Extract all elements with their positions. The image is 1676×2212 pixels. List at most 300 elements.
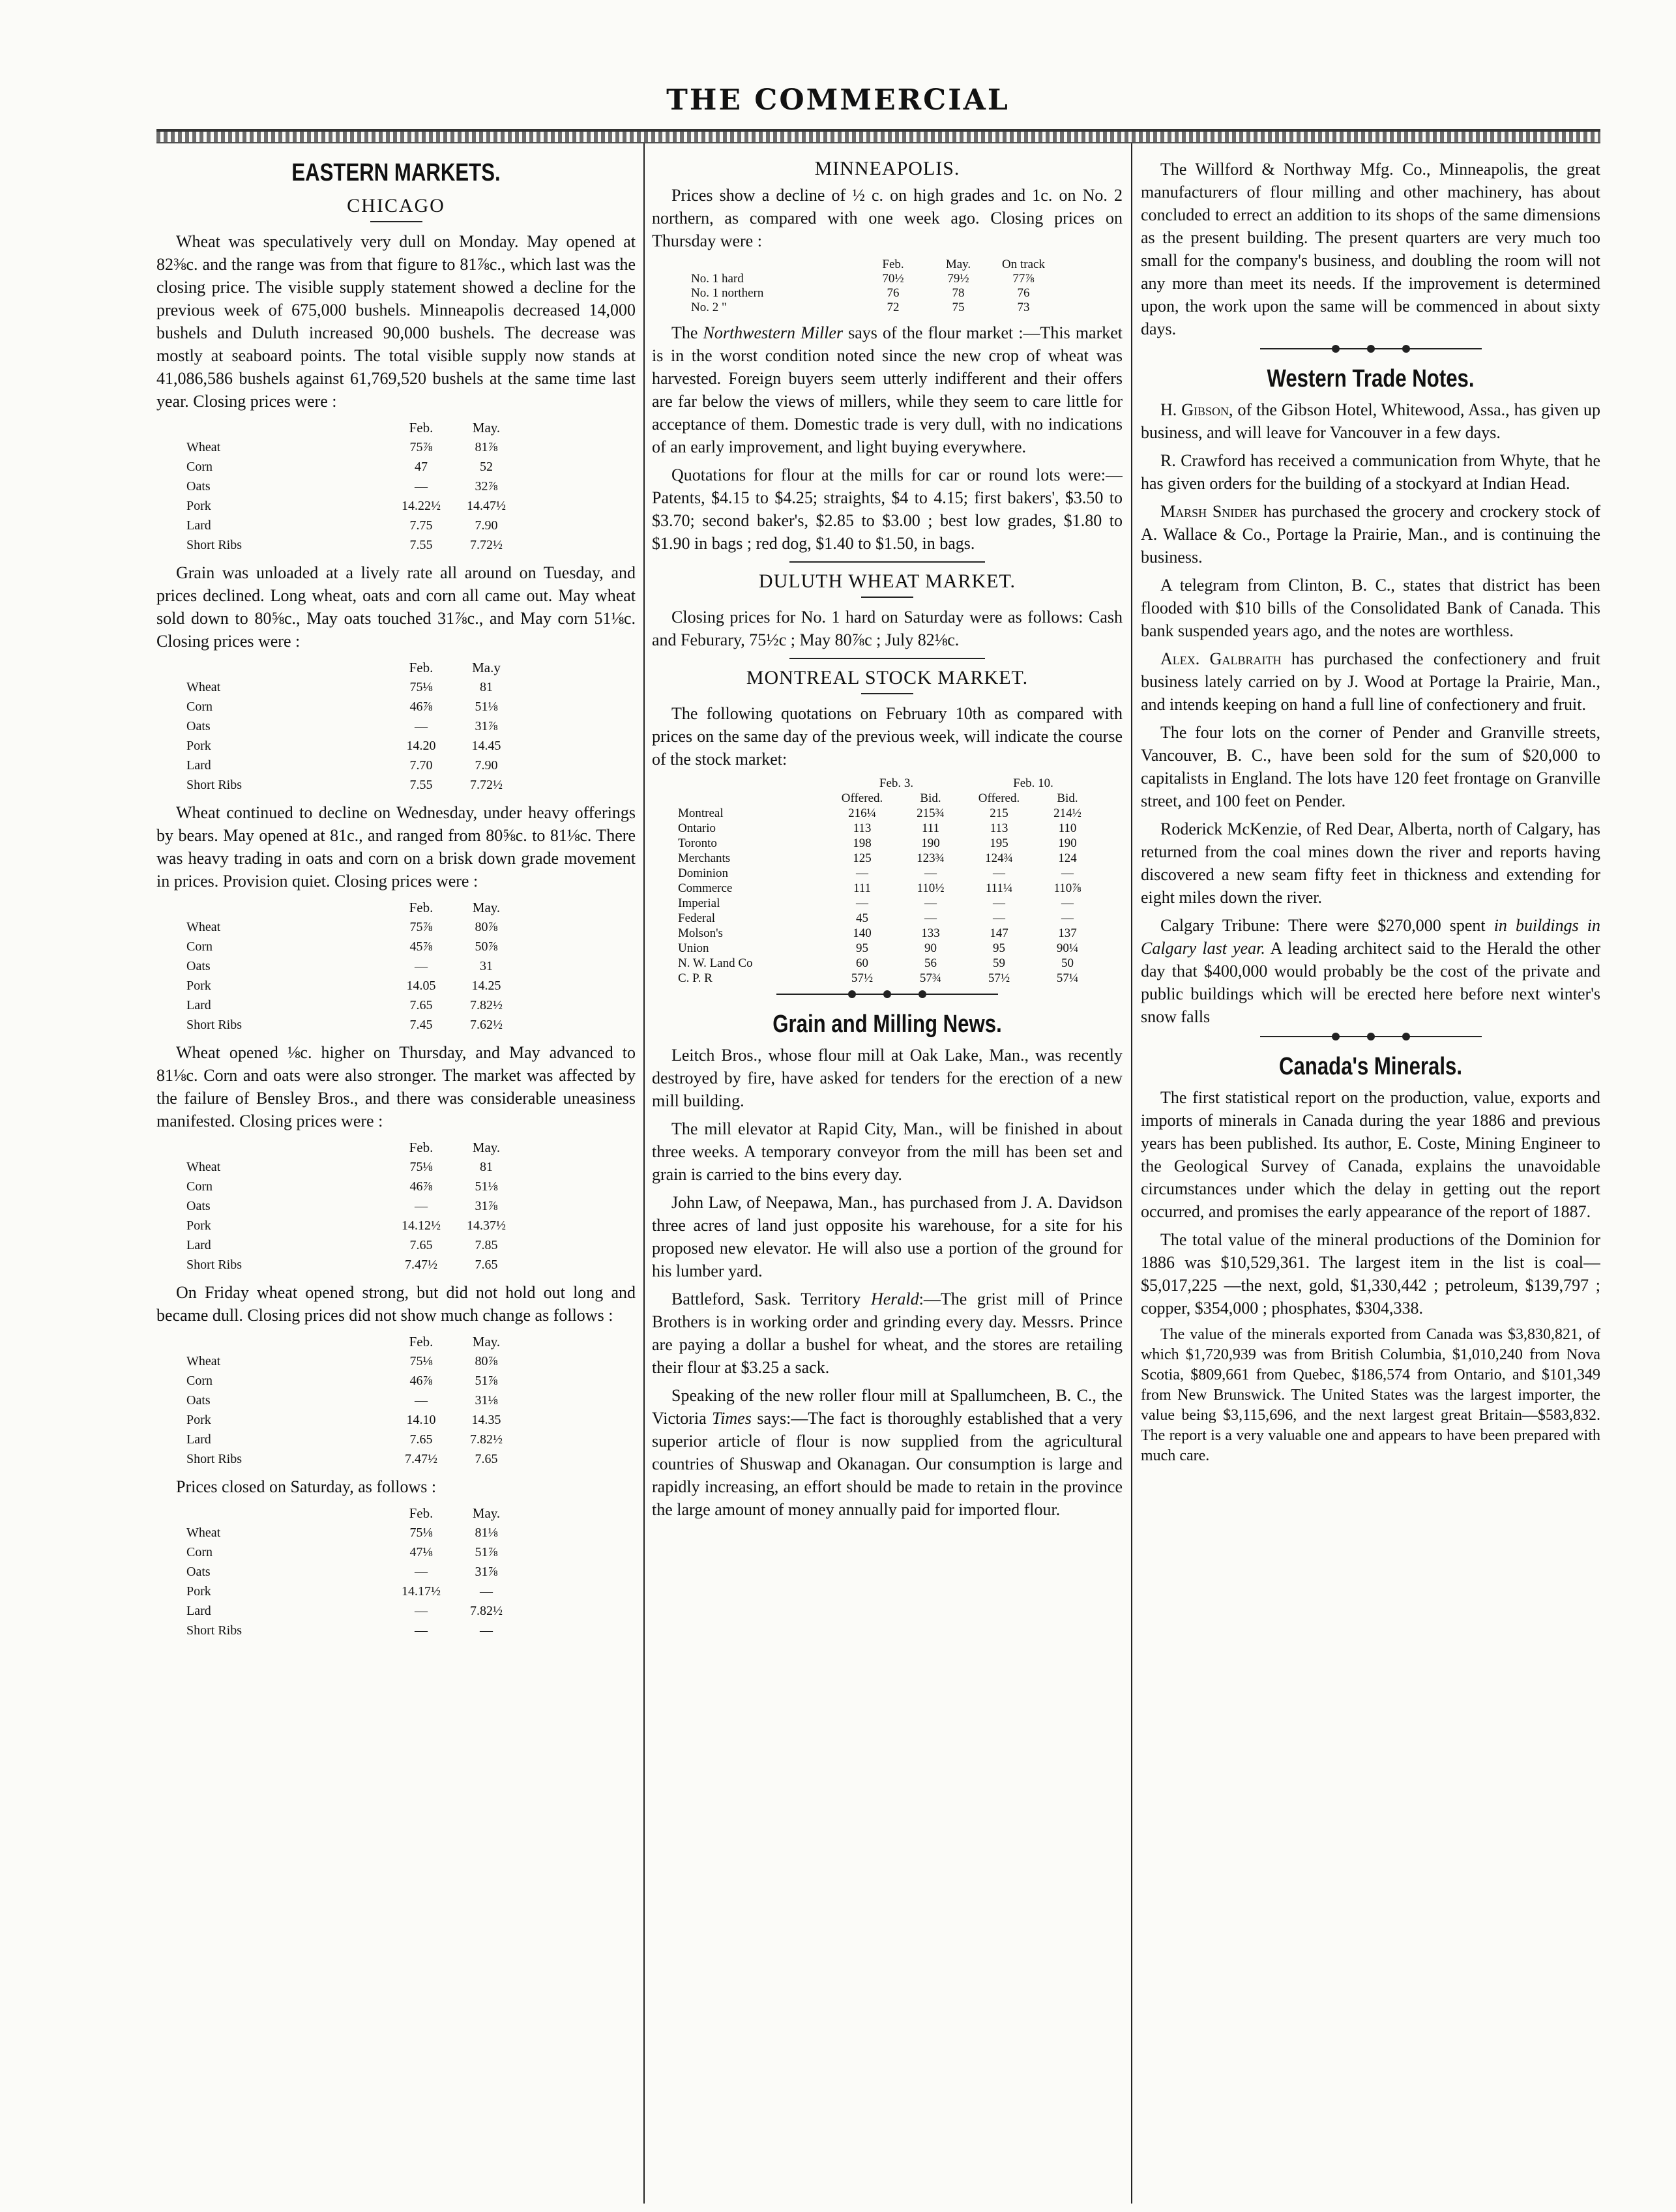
quote-cell: 95 xyxy=(993,941,1005,955)
col-header: May. xyxy=(472,900,501,915)
table-row xyxy=(186,995,519,1015)
commodity-label xyxy=(186,995,389,1015)
divider xyxy=(789,658,985,659)
price-cell: 7.65 xyxy=(409,1238,433,1252)
western-note-7: Roderick McKenzie, of Red Dear, Alberta, north of Calgary, has returned from the coal mines down the river and reports having discovered a new seam fifty feet in thickness and extending for eight miles down the river. xyxy=(1141,819,1600,907)
commodity-label xyxy=(186,457,389,477)
commodity-name: Wheat xyxy=(186,1526,221,1540)
price-cell: 14.47½ xyxy=(467,499,506,513)
price-cell: 7.55 xyxy=(409,538,433,552)
commodity-name: Corn xyxy=(186,700,213,714)
quote-cell: 125 xyxy=(853,851,872,865)
table-row xyxy=(186,535,519,555)
divider xyxy=(789,561,985,563)
masthead-rule xyxy=(156,129,1600,143)
price-cell: 7.65 xyxy=(409,1432,433,1447)
price-cell: 7.55 xyxy=(409,778,433,792)
stock-name: Toronto xyxy=(678,836,717,850)
commodity-label xyxy=(186,756,389,775)
commodity-name: Pork xyxy=(186,499,211,513)
quote-cell: 216¼ xyxy=(848,806,876,820)
table-row xyxy=(186,1582,519,1601)
price-cell: 7.70 xyxy=(409,758,433,773)
col-header: Offered. xyxy=(841,791,883,805)
western-note-5: Alex. Galbraith has purchased the confectionery and fruit business lately carried on by J. Wood at Portage la Prairie, Man., and intends keeping on hand a full line of confectionery and fruit. xyxy=(1141,649,1600,714)
montreal-paragraph: The following quotations on February 10th as compared with prices on the same day of the previous week, will indicate the course of the stock market: xyxy=(652,704,1123,769)
divider xyxy=(861,597,913,598)
masthead: THE COMMERCIAL xyxy=(666,83,1010,117)
commodity-name: Oats xyxy=(186,479,211,494)
commodity-name: Short Ribs xyxy=(186,778,243,792)
quote-cell: — xyxy=(1061,911,1074,925)
friday-paragraph: On Friday wheat opened strong, but did not hold out long and became dull. Closing prices did not show much change as follows : xyxy=(156,1283,636,1325)
quote-cell: 57½ xyxy=(988,971,1010,985)
willford-paragraph: The Willford & Northway Mfg. Co., Minneapolis, the great manufacturers of flour milling and other machinery, has about concluded to errect an addition to its shops of the same dimensions as the present building. The present quarters are very much too small for the company's business, and doubling the room will not any more than meet its needs. If the improvement is determined upon, the work upon the same will be commenced in about sixty days. xyxy=(1141,160,1600,338)
price-cell: — xyxy=(415,1393,428,1408)
quote-cell: 215¾ xyxy=(917,806,945,820)
grade-label: No. 1 northern xyxy=(691,286,764,300)
stock-name: Merchants xyxy=(678,851,731,865)
price-table-friday xyxy=(186,1332,519,1469)
stock-name: Imperial xyxy=(678,896,720,910)
commodity-name: Wheat xyxy=(186,920,221,934)
table-row xyxy=(186,1391,519,1410)
quote-cell: 110 xyxy=(1058,821,1077,835)
price-cell: 14.17½ xyxy=(402,1584,441,1599)
commodity-label xyxy=(186,1196,389,1216)
commodity-label xyxy=(186,1371,389,1391)
stock-table xyxy=(678,776,1102,986)
price-cell: 7.65 xyxy=(475,1258,498,1272)
commodity-name: Pork xyxy=(186,1584,211,1599)
table-row xyxy=(186,1351,519,1371)
price-cell: 14.22½ xyxy=(402,499,441,513)
quote-cell: — xyxy=(993,896,1005,910)
price-cell: 72 xyxy=(887,301,900,314)
quote-cell: 147 xyxy=(990,926,1008,940)
stock-name: Federal xyxy=(678,911,715,925)
minneapolis-paragraph-2: The Northwestern Miller says of the flour market :—This market is in the worst condition noted since the new crop of wheat was harvested. Foreign buyers seem utterly indifferent and their offers are far below the views of millers, while they seem to care little for acceptance of them. Domestic trade is very dull, with no indications of an early improvement, and light buying everywhere. xyxy=(652,323,1123,456)
commodity-label xyxy=(186,516,389,535)
stock-name: Commerce xyxy=(678,881,733,895)
commodity-label xyxy=(186,1157,389,1177)
price-cell: 7.72½ xyxy=(470,778,503,792)
commodity-label xyxy=(186,1542,389,1562)
table-row xyxy=(678,866,1102,881)
price-cell: 7.65 xyxy=(475,1452,498,1466)
quote-cell: 111 xyxy=(921,821,940,835)
quote-cell: 45 xyxy=(856,911,868,925)
price-cell: 77⅞ xyxy=(1012,272,1035,286)
table-row xyxy=(186,956,519,976)
price-cell: 7.85 xyxy=(475,1238,498,1252)
price-cell: 31⅛ xyxy=(475,1393,498,1408)
commodity-label xyxy=(186,477,389,496)
grain-paragraph-1: Leitch Bros., whose flour mill at Oak Lake, Man., was recently destroyed by fire, have asked for tenders for the erection of a new mill building. xyxy=(652,1046,1123,1110)
table-row xyxy=(186,677,519,697)
ornamental-divider xyxy=(1260,1036,1482,1041)
western-note-3: Marsh Snider has purchased the grocery and crockery stock of A. Wallace & Co., Portage la Prairie, Man., and is continuing the business. xyxy=(1141,502,1600,567)
ornamental-divider xyxy=(776,994,998,999)
price-cell: — xyxy=(415,719,428,733)
col-header: Feb. xyxy=(409,660,434,675)
quote-cell: 124 xyxy=(1058,851,1077,865)
minerals-paragraph-1: The first statistical report on the production, value, exports and imports of minerals in Canada during the year 1886 and previous years has been published. Its author, E. Coste, Mining Engineer to the Geological Survey of Canada, explains the unavoidable circumstances under which the delay in getting out the report occurred, and promises the early appearance of the report of 1887. xyxy=(1141,1088,1600,1221)
tuesday-paragraph: Grain was unloaded at a lively rate all around on Tuesday, and prices declined. Long wheat, oats and corn all came out. May wheat sold down to 80⅝c., May oats touched 31⅞c., and May corn 51⅛c. Closing prices were : xyxy=(156,563,636,651)
price-cell: 14.25 xyxy=(471,979,501,993)
quote-cell: 95 xyxy=(856,941,868,955)
western-note-2: R. Crawford has received a communication from Whyte, that he has given orders for the building of a stockyard at Indian Head. xyxy=(1141,451,1600,493)
price-cell: 47⅛ xyxy=(409,1545,433,1559)
commodity-label xyxy=(186,1235,389,1255)
price-cell: 14.35 xyxy=(471,1413,501,1427)
col-header: Ma.y xyxy=(472,660,501,675)
table-row xyxy=(678,806,1102,821)
price-cell: 79½ xyxy=(947,272,969,286)
quote-cell: 111¼ xyxy=(985,881,1013,895)
price-cell: 75⅛ xyxy=(409,680,433,694)
price-cell: — xyxy=(415,1565,428,1579)
price-cell: 76 xyxy=(1017,286,1030,300)
price-cell: 7.72½ xyxy=(470,538,503,552)
stock-name: Dominion xyxy=(678,866,729,880)
quote-cell: 190 xyxy=(921,836,940,850)
commodity-name: Corn xyxy=(186,460,213,474)
price-cell: 31⅞ xyxy=(475,1199,498,1213)
commodity-label xyxy=(186,1523,389,1542)
table-row xyxy=(186,1410,519,1430)
commodity-name: Lard xyxy=(186,1432,211,1447)
quote-cell: 110½ xyxy=(917,881,945,895)
commodity-label xyxy=(186,917,389,937)
commodity-label xyxy=(186,775,389,795)
price-table-tuesday xyxy=(186,658,519,795)
price-cell: 73 xyxy=(1017,301,1030,314)
table-row xyxy=(186,697,519,716)
commodity-label xyxy=(186,1449,389,1469)
col-header: Feb. xyxy=(409,1505,434,1521)
table-row xyxy=(186,1015,519,1035)
quote-cell: — xyxy=(924,911,937,925)
column-1 xyxy=(156,147,636,2201)
stock-name: N. W. Land Co xyxy=(678,956,753,970)
table-row xyxy=(678,941,1102,956)
quote-cell: 56 xyxy=(924,956,937,970)
price-cell: 31 xyxy=(480,959,493,973)
commodity-label xyxy=(186,1582,389,1601)
price-table-thursday xyxy=(186,1138,519,1275)
commodity-name: Pork xyxy=(186,1413,211,1427)
stock-name: Ontario xyxy=(678,821,716,835)
price-cell: 14.45 xyxy=(471,739,501,753)
commodity-name: Lard xyxy=(186,998,211,1012)
table-row xyxy=(678,851,1102,866)
date-header: Feb. 3. xyxy=(879,776,914,790)
grain-paragraph-3: John Law, of Neepawa, Man., has purchased from J. A. Davidson three acres of land just opposite his warehouse, for a site for his proposed new elevator. He will also use a portion of the ground for his lumber yard. xyxy=(652,1193,1123,1280)
col-header: Offered. xyxy=(978,791,1020,805)
commodity-name: Oats xyxy=(186,1393,211,1408)
divider xyxy=(861,693,913,694)
quote-cell: 57¾ xyxy=(919,971,942,985)
commodity-name: Pork xyxy=(186,739,211,753)
price-cell: 7.90 xyxy=(475,758,498,773)
col-header: May. xyxy=(472,420,501,435)
price-cell: 75 xyxy=(952,301,965,314)
quote-cell: 190 xyxy=(1058,836,1077,850)
quote-cell: 60 xyxy=(856,956,868,970)
price-table-wednesday xyxy=(186,898,519,1035)
commodity-label xyxy=(186,437,389,457)
price-cell: 80⅞ xyxy=(475,1354,498,1368)
price-cell: 76 xyxy=(887,286,900,300)
price-cell: 7.65 xyxy=(409,998,433,1012)
commodity-label xyxy=(186,956,389,976)
price-cell: 7.75 xyxy=(409,518,433,533)
price-cell: 78 xyxy=(952,286,965,300)
price-cell: 51⅞ xyxy=(475,1374,498,1388)
table-row xyxy=(186,1216,519,1235)
quote-cell: 110⅞ xyxy=(1053,881,1081,895)
commodity-name: Corn xyxy=(186,939,213,954)
price-table-saturday xyxy=(186,1503,519,1640)
quote-cell: 133 xyxy=(921,926,940,940)
price-cell: 51⅛ xyxy=(475,1179,498,1194)
stock-name: Union xyxy=(678,941,709,955)
table-row xyxy=(186,477,519,496)
montreal-heading: MONTREAL STOCK MARKET. xyxy=(746,667,1029,688)
price-cell: 81⅛ xyxy=(475,1526,498,1540)
price-cell: 7.47½ xyxy=(405,1452,437,1466)
price-cell: — xyxy=(415,959,428,973)
quote-cell: 195 xyxy=(990,836,1008,850)
price-cell: 50⅞ xyxy=(475,939,498,954)
table-row xyxy=(186,1430,519,1449)
quote-cell: 57½ xyxy=(851,971,874,985)
quote-cell: 113 xyxy=(990,821,1008,835)
price-cell: — xyxy=(415,1604,428,1618)
western-note-1: H. Gibson, of the Gibson Hotel, Whitewood, Assa., has given up business, and will leave for Vancouver in a few days. xyxy=(1141,400,1600,442)
quote-cell: 90 xyxy=(924,941,937,955)
table-row xyxy=(186,775,519,795)
price-cell: 45⅞ xyxy=(409,939,433,954)
price-cell: 31⅞ xyxy=(475,1565,498,1579)
saturday-paragraph: Prices closed on Saturday, as follows : xyxy=(176,1477,437,1496)
table-row xyxy=(186,976,519,995)
quote-cell: — xyxy=(993,866,1005,880)
minneapolis-paragraph-3: Quotations for flour at the mills for car or round lots were:—Patents, $4.15 to $4.25; straights, $4 to 4.15; first bakers', $3.50 to $3.70; second baker's, $2.85 to $3.00 ; best low grades, $1.80 to $1.90 in bags ; red dog, $1.40 to $1.50, in bags. xyxy=(652,465,1123,553)
quote-cell: 113 xyxy=(853,821,872,835)
table-row xyxy=(678,881,1102,896)
commodity-label xyxy=(186,716,389,736)
column-rule xyxy=(643,143,645,2204)
table-row xyxy=(186,1371,519,1391)
commodity-name: Short Ribs xyxy=(186,538,243,552)
minerals-paragraph-3: The value of the minerals exported from Canada was $3,830,821, of which $1,720,939 was from British Columbia, $1,010,240 from Nova Scotia, $809,661 from Quebec, $186,574 from Ontario, and $101,349 from New Brunswick. The United States was the largest importer, the value being $3,115,696, and the next largest great Britain—$583,832. The report is a very valuable one and appears to have been prepared with much care. xyxy=(1141,1326,1600,1464)
price-cell: 75⅛ xyxy=(409,1354,433,1368)
table-row xyxy=(186,1177,519,1196)
col-header: Feb. xyxy=(409,1334,434,1349)
table-row xyxy=(186,1621,519,1640)
table-row xyxy=(678,956,1102,971)
grade-label: No. 1 hard xyxy=(691,272,744,286)
table-row xyxy=(691,286,1056,301)
col-header: Bid. xyxy=(920,791,941,805)
col-header: Feb. xyxy=(409,900,434,915)
col-header: May. xyxy=(472,1334,501,1349)
quote-cell: — xyxy=(856,896,868,910)
western-trade-heading: Western Trade Notes. xyxy=(1267,365,1475,392)
price-cell: — xyxy=(480,1623,493,1638)
price-cell: 81 xyxy=(480,680,493,694)
commodity-label xyxy=(186,1015,389,1035)
table-row xyxy=(678,896,1102,911)
price-cell: 14.20 xyxy=(406,739,436,753)
table-row xyxy=(186,756,519,775)
commodity-name: Oats xyxy=(186,959,211,973)
table-row xyxy=(186,1196,519,1216)
quote-cell: 90¼ xyxy=(1056,941,1079,955)
commodity-name: Corn xyxy=(186,1374,213,1388)
price-cell: — xyxy=(480,1584,493,1599)
commodity-name: Wheat xyxy=(186,1160,221,1174)
commodity-name: Wheat xyxy=(186,440,221,454)
col-header: Feb. xyxy=(882,258,904,271)
quote-cell: 215 xyxy=(990,806,1008,820)
western-note-8: Calgary Tribune: There were $270,000 spent in buildings in Calgary last year. A leading architect said to the Herald the other day that $400,000 would probably be the cost of the private and public buildings which will be erected here before next winter's snow falls xyxy=(1141,916,1600,1026)
commodity-label xyxy=(186,1430,389,1449)
commodity-name: Wheat xyxy=(186,1354,221,1368)
price-cell: 80⅞ xyxy=(475,920,498,934)
quote-cell: — xyxy=(1061,866,1074,880)
quote-cell: 50 xyxy=(1061,956,1074,970)
commodity-label xyxy=(186,697,389,716)
price-cell: 14.05 xyxy=(406,979,436,993)
table-row xyxy=(186,1562,519,1582)
price-table-monday xyxy=(186,418,519,555)
chicago-subheading: CHICAGO xyxy=(347,195,445,216)
wednesday-paragraph: Wheat continued to decline on Wednesday, under heavy offerings by bears. May opened at 81c., and ranged from 80⅝c. to 81⅛c. There was heavy trading in oats and corn on a brisk down grade movement in prices. Provision quiet. Closing prices were : xyxy=(156,803,636,891)
price-cell: 31⅞ xyxy=(475,719,498,733)
quote-cell: 57¼ xyxy=(1056,971,1079,985)
price-cell: 46⅞ xyxy=(409,700,433,714)
price-cell: 7.45 xyxy=(409,1018,433,1032)
commodity-label xyxy=(186,937,389,956)
table-row xyxy=(186,1255,519,1275)
price-cell: 7.82½ xyxy=(470,998,503,1012)
table-row xyxy=(186,457,519,477)
commodity-name: Lard xyxy=(186,1604,211,1618)
duluth-paragraph: Closing prices for No. 1 hard on Saturday were as follows: Cash and Feburary, 75½c ; May 80⅞c ; July 82⅛c. xyxy=(652,608,1123,649)
stock-name: Molson's xyxy=(678,926,723,940)
commodity-label xyxy=(186,535,389,555)
column-2 xyxy=(652,147,1123,2201)
grade-label: No. 2 " xyxy=(691,301,727,314)
stock-name: C. P. R xyxy=(678,971,713,985)
price-cell: 7.90 xyxy=(475,518,498,533)
table-row xyxy=(678,821,1102,836)
commodity-label xyxy=(186,1621,389,1640)
commodity-label xyxy=(186,736,389,756)
price-cell: 7.62½ xyxy=(470,1018,503,1032)
commodity-name: Oats xyxy=(186,1565,211,1579)
table-row xyxy=(186,1542,519,1562)
commodity-name: Pork xyxy=(186,1218,211,1233)
date-header: Feb. 10. xyxy=(1013,776,1053,790)
commodity-name: Short Ribs xyxy=(186,1258,243,1272)
col-header: May. xyxy=(472,1505,501,1521)
commodity-name: Lard xyxy=(186,518,211,533)
price-cell: 51⅞ xyxy=(475,1545,498,1559)
price-cell: 81 xyxy=(480,1160,493,1174)
price-cell: 46⅞ xyxy=(409,1179,433,1194)
commodity-label xyxy=(186,1410,389,1430)
quote-cell: — xyxy=(993,911,1005,925)
commodity-label xyxy=(186,677,389,697)
price-cell: 32⅞ xyxy=(475,479,498,494)
divider xyxy=(370,221,422,222)
minerals-heading: Canada's Minerals. xyxy=(1278,1053,1463,1080)
column-3 xyxy=(1141,147,1600,2201)
table-row xyxy=(186,516,519,535)
price-cell: — xyxy=(415,1199,428,1213)
price-cell: 7.82½ xyxy=(470,1604,503,1618)
price-cell: 75⅞ xyxy=(409,440,433,454)
table-row xyxy=(186,1449,519,1469)
table-row xyxy=(186,937,519,956)
commodity-name: Oats xyxy=(186,1199,211,1213)
col-header: May. xyxy=(945,258,971,271)
eastern-markets-heading: EASTERN MARKETS. xyxy=(291,159,501,186)
price-cell: 14.10 xyxy=(406,1413,436,1427)
column-rule xyxy=(1131,143,1132,2204)
price-cell: 46⅞ xyxy=(409,1374,433,1388)
commodity-name: Lard xyxy=(186,1238,211,1252)
quote-cell: 111 xyxy=(853,881,872,895)
commodity-name: Lard xyxy=(186,758,211,773)
price-cell: 14.37½ xyxy=(467,1218,506,1233)
commodity-name: Wheat xyxy=(186,680,221,694)
commodity-label xyxy=(186,1255,389,1275)
table-row xyxy=(186,1157,519,1177)
quote-cell: 214½ xyxy=(1053,806,1081,820)
price-cell: 51⅛ xyxy=(475,700,498,714)
table-row xyxy=(186,496,519,516)
commodity-label xyxy=(186,496,389,516)
price-cell: 75⅛ xyxy=(409,1160,433,1174)
commodity-label xyxy=(186,1216,389,1235)
col-header: On track xyxy=(1002,258,1045,271)
table-row xyxy=(186,1601,519,1621)
grain-paragraph-4: Battleford, Sask. Territory Herald:—The grist mill of Prince Brothers is in working order and grinding every day. Messrs. Prince are paying a dollar a bushel for wheat, and the stores are retailing their flour at $3.25 a sack. xyxy=(652,1290,1123,1377)
price-cell: 52 xyxy=(480,460,493,474)
quote-cell: 59 xyxy=(993,956,1005,970)
stock-name: Montreal xyxy=(678,806,724,820)
duluth-heading: DULUTH WHEAT MARKET. xyxy=(758,570,1016,592)
commodity-label xyxy=(186,1391,389,1410)
commodity-name: Pork xyxy=(186,979,211,993)
commodity-name: Short Ribs xyxy=(186,1452,243,1466)
western-note-4: A telegram from Clinton, B. C., states that district has been flooded with $10 bills of the Consolidated Bank of Canada. This bank suspended years ago, and the notes are worthless. xyxy=(1141,576,1600,640)
price-cell: — xyxy=(415,1623,428,1638)
table-row xyxy=(186,1235,519,1255)
price-cell: 47 xyxy=(415,460,428,474)
price-cell: 75⅛ xyxy=(409,1526,433,1540)
table-row xyxy=(186,736,519,756)
table-row xyxy=(691,301,1056,315)
commodity-label xyxy=(186,1351,389,1371)
quote-cell: 198 xyxy=(853,836,872,850)
col-header: May. xyxy=(472,1140,501,1155)
